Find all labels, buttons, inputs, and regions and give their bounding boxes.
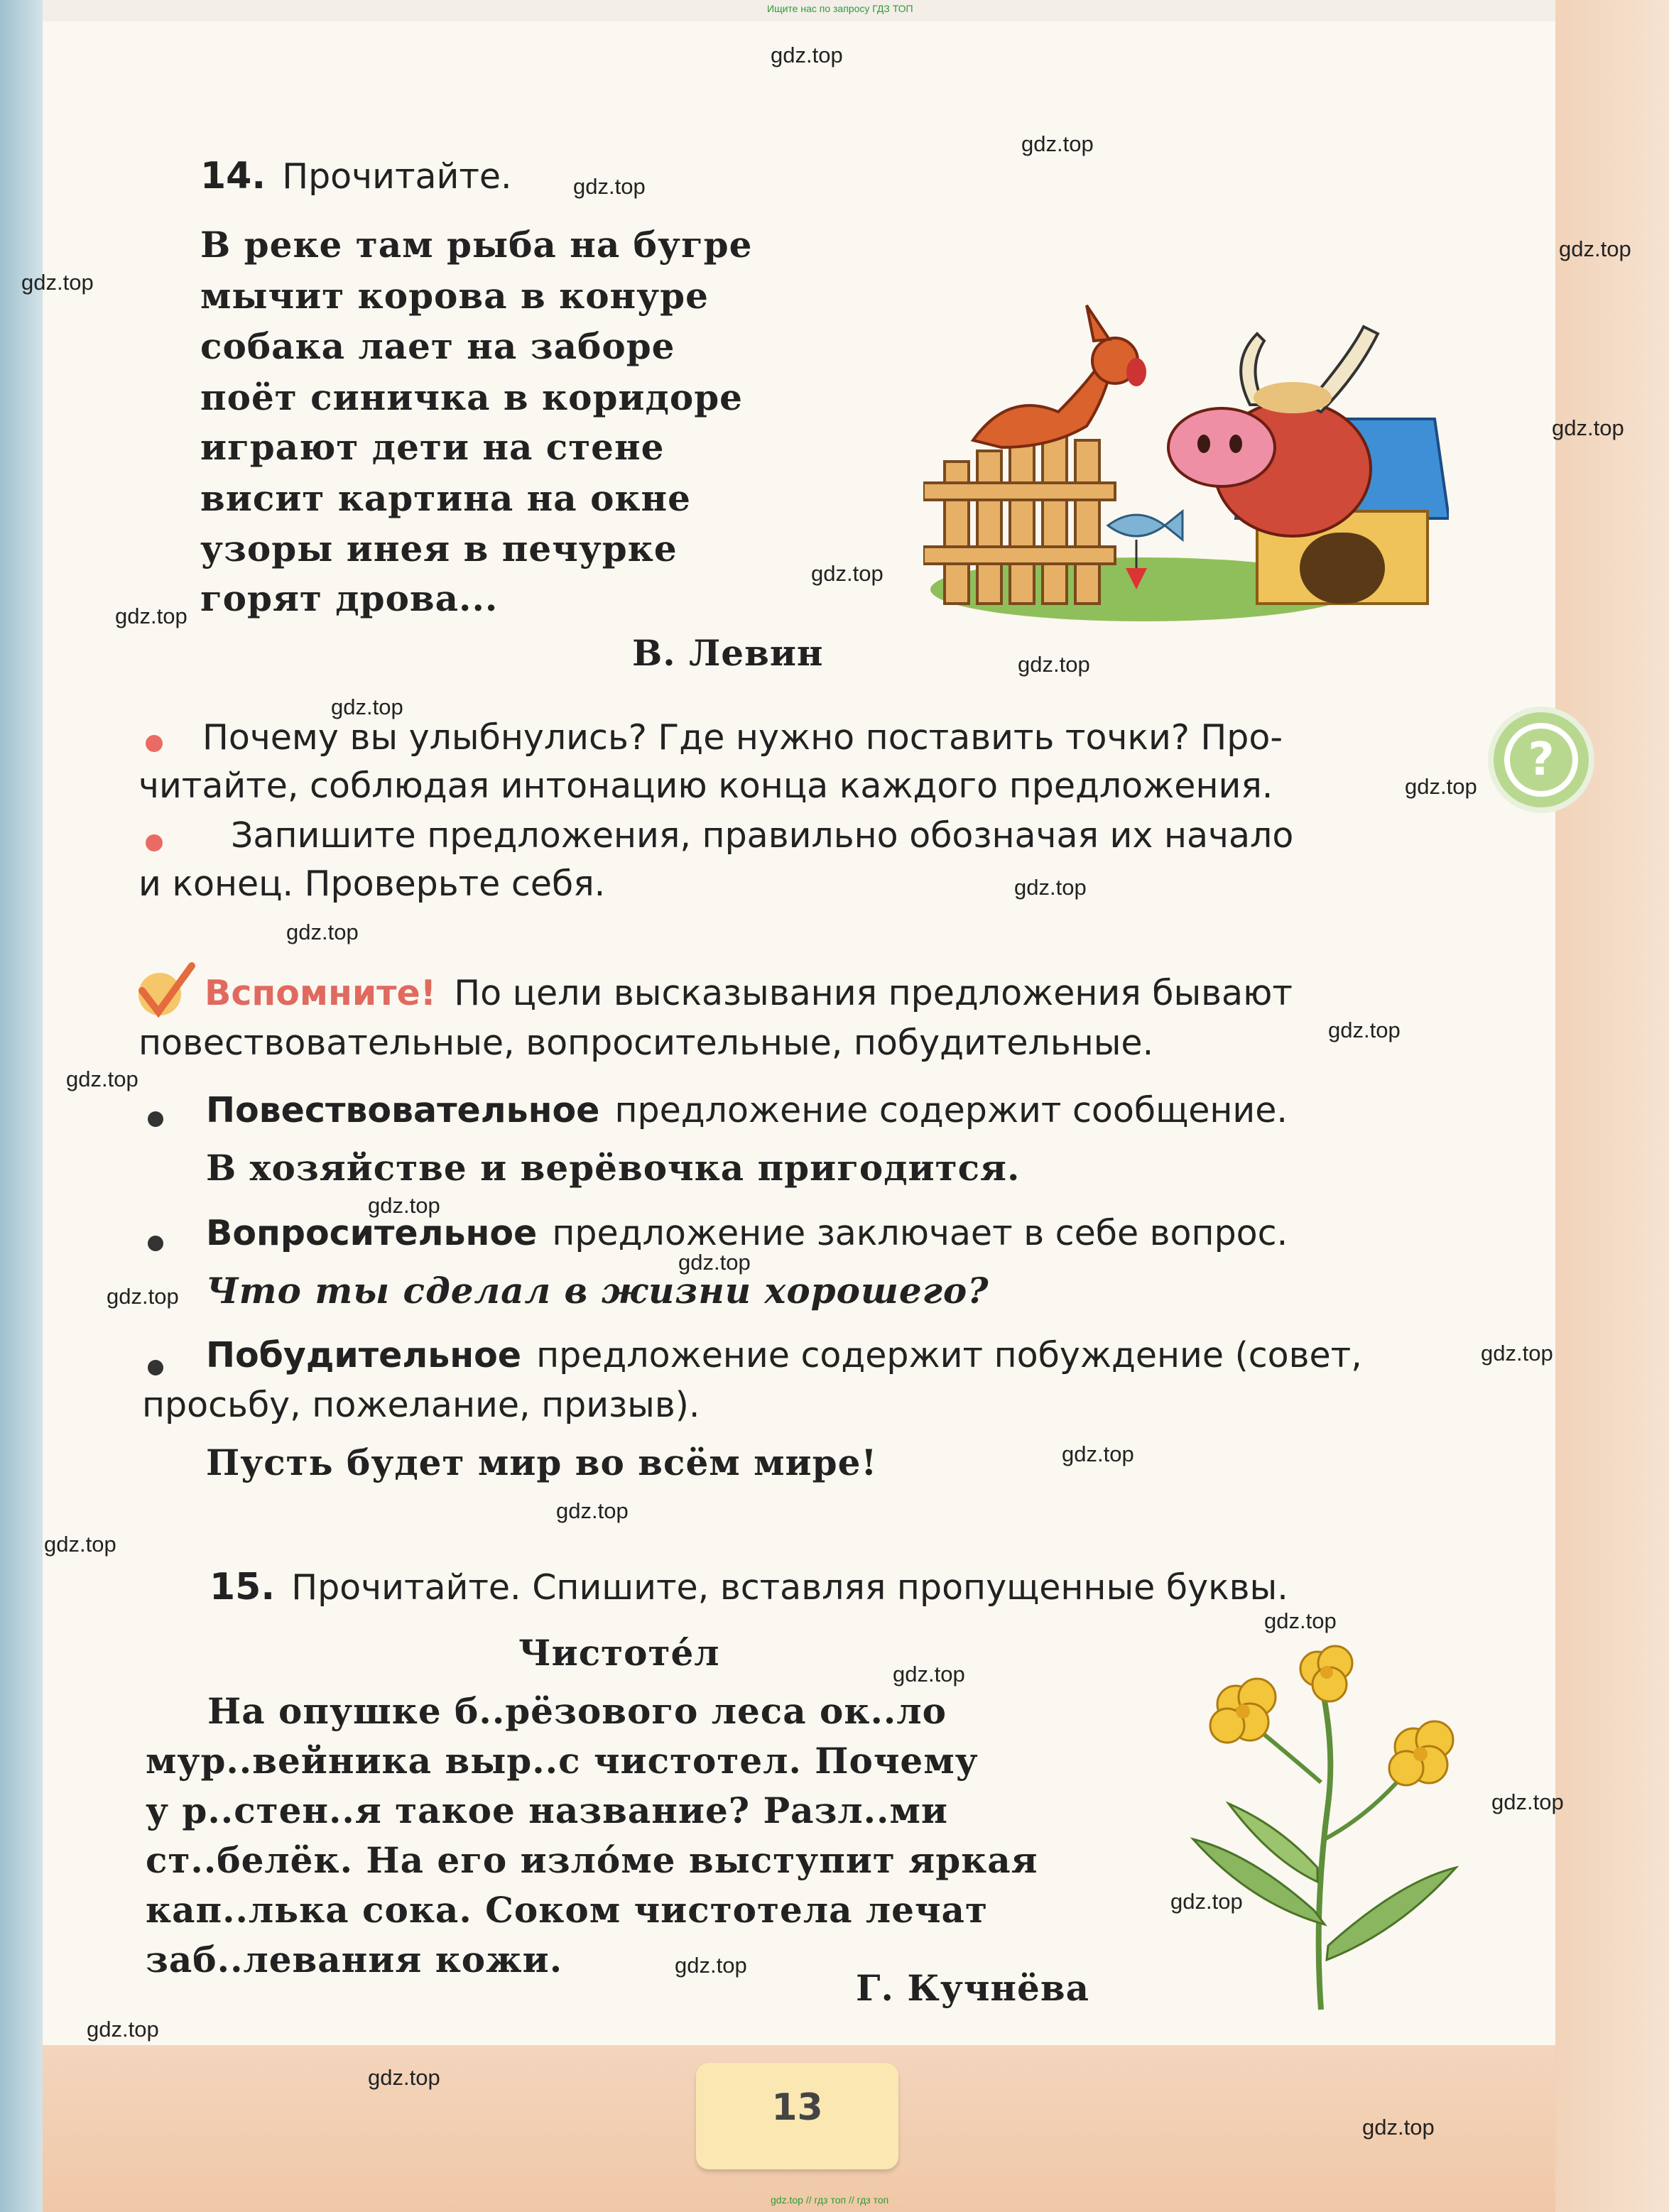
checkmark-icon: [131, 962, 195, 1019]
watermark-text: gdz.top: [1405, 774, 1477, 799]
ex15-text-line: мур..вейника выр..с чистотел. Почему: [146, 1740, 979, 1782]
ex14-task1-line: Почему вы улыбнулись? Где нужно поставить точки? Про-: [202, 717, 1283, 758]
watermark-text: gdz.top: [1014, 875, 1087, 900]
rule-bullet-icon: [148, 1111, 163, 1127]
question-icon: [1488, 707, 1594, 813]
watermark-text: gdz.top: [87, 2017, 159, 2042]
rule-example: Пусть будет мир во всём мире!: [206, 1442, 878, 1483]
rule-example: В хозяйстве и верёвочка пригодится.: [206, 1147, 1021, 1189]
watermark-text: gdz.top: [286, 920, 359, 944]
task-bullet-icon: [146, 834, 163, 851]
footer-note: gdz.top // гдз топ // гдз топ: [771, 2194, 889, 2206]
watermark-text: gdz.top: [1491, 1789, 1564, 1814]
task-bullet-icon: [146, 735, 163, 752]
poem-line: играют дети на стене: [200, 426, 665, 468]
poem-line: В реке там рыба на бугре: [200, 224, 753, 266]
svg-text:?: ?: [1528, 734, 1555, 786]
remember-heading-line: [205, 973, 1293, 1013]
watermark-text: gdz.top: [107, 1284, 179, 1309]
watermark-text: gdz.top: [1481, 1341, 1553, 1366]
ex15-instruction: Прочитайте. Спишите, вставляя пропущенные буквы.: [291, 1567, 1288, 1608]
ex14-number: 14.: [200, 155, 266, 197]
rule-text-continued: просьбу, пожелание, призыв).: [142, 1385, 700, 1425]
watermark-text: gdz.top: [331, 694, 403, 719]
next-page-edge: [1555, 0, 1669, 2212]
remember-line2: повествовательные, вопросительные, побудительные.: [138, 1023, 1154, 1063]
watermark-text: gdz.top: [811, 561, 884, 586]
watermark-text: gdz.top: [1018, 652, 1090, 677]
watermark-text: gdz.top: [66, 1067, 138, 1091]
rule-example: Что ты сделал в жизни хорошего?: [206, 1270, 989, 1312]
watermark-text: gdz.top: [368, 2065, 440, 2090]
watermark-text: gdz.top: [573, 174, 646, 199]
ex14-task2-line: Запишите предложения, правильно обозначая их начало: [231, 815, 1294, 856]
rule-text: предложение заключает в себе вопрос.: [552, 1213, 1288, 1253]
rule-text: предложение содержит сообщение.: [614, 1090, 1288, 1130]
watermark-text: gdz.top: [556, 1498, 629, 1523]
poem-line: собака лает на заборе: [200, 325, 675, 367]
ex15-text-line: На опушке б..рёзового леса ок..ло: [207, 1690, 947, 1732]
rule-term: Повествовательное: [206, 1090, 600, 1130]
poem-line: висит картина на окне: [200, 477, 691, 519]
ex15-text-line: у р..стен..я такое название? Разл..ми: [146, 1789, 948, 1831]
rule-term: Вопросительное: [206, 1213, 538, 1253]
watermark-text: gdz.top: [678, 1250, 751, 1275]
watermark-text: gdz.top: [115, 604, 187, 628]
watermark-text: gdz.top: [1552, 415, 1624, 440]
remember-line1: По цели высказывания предложения бывают: [454, 973, 1293, 1013]
rule-line: [206, 1090, 1288, 1130]
watermark-text: gdz.top: [893, 1662, 965, 1687]
page-number: 13: [771, 2086, 823, 2129]
rule-line: [206, 1213, 1288, 1253]
header-note: Ищите нас по запросу ГДЗ ТОП: [767, 3, 913, 14]
book-spine: [0, 0, 43, 2212]
watermark-text: gdz.top: [675, 1953, 747, 1978]
ex14-heading: [200, 155, 512, 197]
ex15-text-line: ст..белёк. На его изло́ме выступит яркая: [146, 1839, 1038, 1881]
ex14-instruction: Прочитайте.: [282, 156, 512, 197]
watermark-text: gdz.top: [44, 1532, 116, 1557]
poem-line: мычит корова в конуре: [200, 275, 709, 317]
watermark-text: gdz.top: [1264, 1608, 1337, 1633]
watermark-text: gdz.top: [21, 270, 94, 295]
ex15-heading: [210, 1566, 1288, 1608]
illustration-celandine: [1165, 1626, 1477, 2024]
watermark-text: gdz.top: [1062, 1442, 1134, 1466]
ex15-author: Г. Кучнёва: [856, 1967, 1089, 2009]
watermark-text: gdz.top: [1328, 1018, 1401, 1042]
ex14-task1-line: читайте, соблюдая интонацию конца каждого предложения.: [138, 766, 1273, 806]
watermark-text: gdz.top: [368, 1193, 440, 1218]
ex15-text-line: кап..лька сока. Соком чистотела лечат: [146, 1889, 988, 1931]
rule-bullet-icon: [148, 1360, 163, 1375]
rule-term: Побудительное: [206, 1335, 521, 1375]
ex15-text-line: заб..левания кожи.: [146, 1939, 563, 1981]
watermark-text: gdz.top: [1021, 131, 1094, 156]
poem-author: В. Левин: [632, 632, 824, 674]
rule-text: предложение содержит побуждение (совет,: [536, 1335, 1362, 1375]
watermark-text: gdz.top: [1362, 2115, 1435, 2140]
ex15-number: 15.: [210, 1566, 276, 1608]
rule-line: [206, 1335, 1362, 1375]
poem-line: горят дрова...: [200, 577, 499, 619]
remember-label: Вспомните!: [205, 973, 437, 1013]
rule-bullet-icon: [148, 1236, 163, 1251]
watermark-text: gdz.top: [1559, 236, 1631, 261]
watermark-text: gdz.top: [771, 43, 843, 67]
illustration-dog-cow-fish: [923, 298, 1449, 639]
poem-line: узоры инея в печурке: [200, 528, 678, 570]
ex15-title: Чистотéл: [518, 1632, 720, 1674]
ex14-task2-line: и конец. Проверьте себя.: [138, 863, 606, 904]
poem-line: поёт синичка в коридоре: [200, 376, 743, 418]
watermark-text: gdz.top: [1170, 1889, 1243, 1914]
